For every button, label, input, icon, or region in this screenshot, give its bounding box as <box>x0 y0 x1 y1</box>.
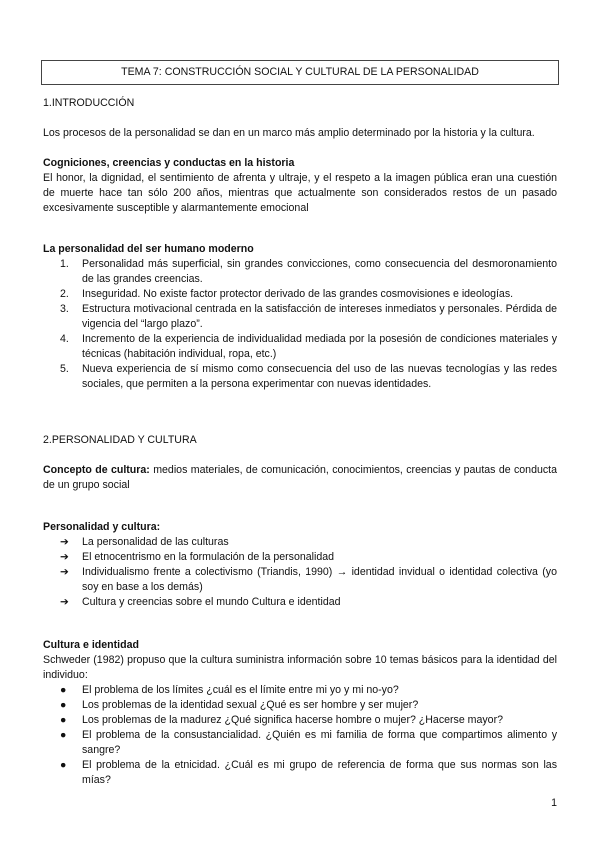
arrow-icon: ➔ <box>60 596 69 608</box>
concepto-text: medios materiales, de comunicación, conocimientos, creencias y pautas de conducta de un grupo social <box>43 464 557 491</box>
list-item-text: Nueva experiencia de sí mismo como consecuencia del uso de las nuevas tecnologías y las redes sociales, que permiten a la persona experimentar con nuevas identidades. <box>82 363 557 390</box>
bullet-icon: ● <box>60 699 67 711</box>
bullet-icon: ● <box>60 729 67 741</box>
arrow-list <box>43 535 557 610</box>
cogniciones-paragraph: El honor, la dignidad, el sentimiento de afrenta y ultraje, y el respeto a la imagen pública eran una cuestión de muerte hace tan sólo 200 años, mientras que actualmente son considerados restos de un pasado excesivamente susceptible y alarmantemente emocional <box>43 172 557 214</box>
subheading-cogniciones <box>43 156 557 171</box>
list-item-text: Incremento de la experiencia de individualidad mediada por la posesión de condiciones materiales y técnicas (habitación individual, ropa, etc.) <box>82 333 557 360</box>
list-item <box>43 257 557 287</box>
cultura-identidad-paragraph: Schweder (1982) propuso que la cultura suministra información sobre 10 temas básicos para la identidad del individuo: <box>43 654 557 681</box>
list-item <box>43 550 557 565</box>
list-item-text: Personalidad más superficial, sin grandes convicciones, como consecuencia del desmoronamiento de las grandes creencias. <box>82 258 557 285</box>
list-item-text: Estructura motivacional centrada en la satisfacción de intereses inmediatos y personales. Pérdida de vigencia del “largo plazo”. <box>82 303 557 330</box>
bullet-icon: ● <box>60 684 67 696</box>
subheading-text: Cogniciones, creencias y conductas en la historia <box>43 157 295 169</box>
list-marker: 5. <box>60 363 69 375</box>
list-item <box>43 698 557 713</box>
list-item <box>43 565 557 595</box>
concepto-paragraph <box>43 463 557 493</box>
subheading-text: La personalidad del ser humano moderno <box>43 243 254 255</box>
bullet-icon: ● <box>60 759 67 771</box>
subheading-cultura-identidad <box>43 638 557 653</box>
list-item <box>43 683 557 698</box>
list-item-text: El problema de los límites ¿cuál es el límite entre mi yo y mi no-yo? <box>82 684 399 696</box>
list-item-text: El problema de la consustancialidad. ¿Quién es mi familia de forma que compartimos alimento y sangre? <box>82 729 557 756</box>
list-item-text: Los problemas de la madurez ¿Qué significa hacerse hombre o mujer? ¿Hacerse mayor? <box>82 714 503 726</box>
list-item <box>43 758 557 788</box>
list-item <box>43 713 557 728</box>
list-item-text: Individualismo frente a colectivismo (Triandis, 1990) → identidad invidual o identidad colectiva (yo soy en base a los demás) <box>82 566 557 593</box>
list-item-text: Cultura y creencias sobre el mundo Cultura e identidad <box>82 596 341 608</box>
list-item <box>43 302 557 332</box>
list-marker: 1. <box>60 258 69 270</box>
list-item <box>43 287 557 302</box>
arrow-icon: ➔ <box>60 566 69 578</box>
list-marker: 3. <box>60 303 69 315</box>
list-item <box>43 535 557 550</box>
bullet-list <box>43 683 557 788</box>
arrow-icon: ➔ <box>60 551 69 563</box>
list-item-text: El etnocentrismo en la formulación de la personalidad <box>82 551 335 563</box>
subheading-ser-humano-moderno <box>43 242 557 257</box>
document-title: TEMA 7: CONSTRUCCIÓN SOCIAL Y CULTURAL DE LA PERSONALIDAD <box>41 60 559 85</box>
bullet-icon: ● <box>60 714 67 726</box>
list-item <box>43 595 557 610</box>
page-number: 1 <box>551 797 557 809</box>
list-marker: 4. <box>60 333 69 345</box>
list-item <box>43 362 557 392</box>
arrow-icon: ➔ <box>60 536 69 548</box>
section-heading-introduccion: 1.INTRODUCCIÓN <box>43 97 135 109</box>
concepto-label: Concepto de cultura: <box>43 464 150 476</box>
list-item-text: El problema de la etnicidad. ¿Cuál es mi grupo de referencia de forma que sus normas son las mías? <box>82 759 557 786</box>
list-item <box>43 728 557 758</box>
subheading-personalidad-cultura <box>43 520 557 535</box>
section-heading-personalidad-cultura: 2.PERSONALIDAD Y CULTURA <box>43 434 197 446</box>
subheading-text: Personalidad y cultura: <box>43 521 161 533</box>
subheading-text: Cultura e identidad <box>43 639 139 651</box>
list-item-text: La personalidad de las culturas <box>82 536 229 548</box>
intro-paragraph: Los procesos de la personalidad se dan en un marco más amplio determinado por la historia y la cultura. <box>43 127 535 139</box>
numbered-list <box>43 257 557 392</box>
list-item-text: Los problemas de la identidad sexual ¿Qué es ser hombre y ser mujer? <box>82 699 419 711</box>
list-marker: 2. <box>60 288 69 300</box>
list-item-text: Inseguridad. No existe factor protector derivado de las grandes cosmovisiones e ideologías. <box>82 288 514 300</box>
list-item <box>43 332 557 362</box>
